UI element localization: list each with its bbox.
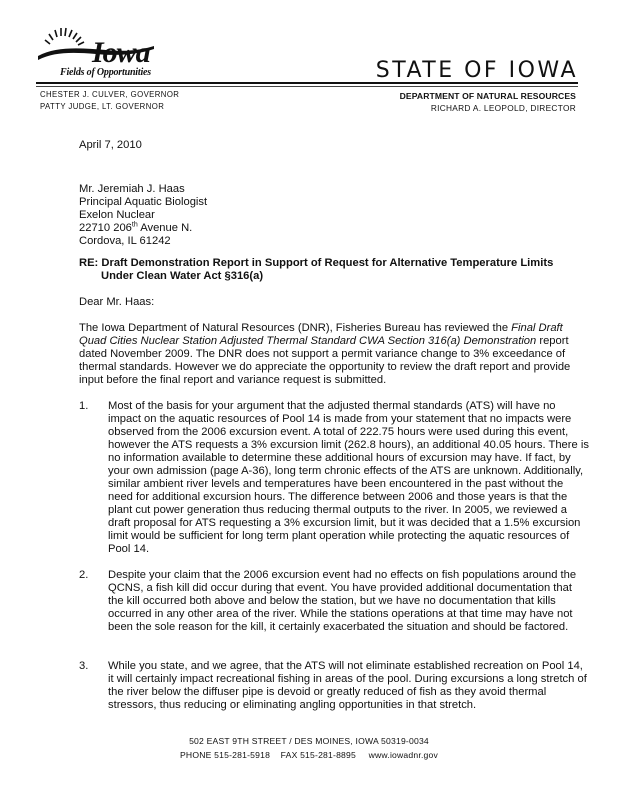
- recipient-address: [79, 183, 207, 248]
- recipient-city: Cordova, IL 61242: [79, 235, 171, 247]
- subject-line: [79, 257, 553, 283]
- salutation: Dear Mr. Haas:: [79, 296, 155, 308]
- point-2: [79, 569, 589, 634]
- intro-paragraph: The Iowa Department of Natural Resources (DNR), Fisheries Bureau has reviewed the Final Draft Quad Cities Nuclear Station Adjusted Thermal Standard CWA Section 316(a) Demonstration report dated November 2009. The DNR does not support a permit variance change to 3% exceedance of thermal standards. However we do appreciate the opportunity to review the draft report and provide input before the final report and variance request is submitted.: [79, 322, 571, 386]
- recipient-title: Principal Aquatic Biologist: [79, 196, 208, 208]
- point-number: 1.: [79, 400, 89, 412]
- footer-address: 502 EAST 9TH STREET / DES MOINES, IOWA 50319-0034: [189, 736, 429, 746]
- report-title: Final Draft Quad Cities Nuclear Station Adjusted Thermal Standard CWA Section 316(a) Demonstration: [79, 322, 563, 347]
- subject-line-2: Under Clean Water Act §316(a): [101, 270, 264, 282]
- point-3: [79, 660, 589, 712]
- recipient-name: Mr. Jeremiah J. Haas: [79, 183, 185, 195]
- point-number: 3.: [79, 660, 89, 672]
- logo-tagline: Fields of Opportunities: [60, 67, 151, 78]
- footer-contact: [0, 750, 618, 760]
- header-rule: [36, 82, 578, 84]
- footer-phone: PHONE 515-281-5918: [179, 750, 271, 760]
- point-text: While you state, and we agree, that the ATS will not eliminate established recreation on Pool 14, it will certainly impact recreational fishing in areas of the pool. During excursions a long stretch of the river below the diffuser pipe is devoid or greatly reduced of fish as they avoid thermal stressors, thus reducing or eliminating angling opportunities in that stretch.: [108, 660, 587, 711]
- department-name: DEPARTMENT OF NATURAL RESOURCES: [399, 91, 576, 101]
- header-rule-thin: [36, 86, 578, 87]
- point-1: [79, 400, 589, 556]
- governor-name: CHESTER J. CULVER, GOVERNOR: [40, 90, 180, 99]
- subject-line-1: Draft Demonstration Report in Support of Request for Alternative Temperature Limits: [101, 257, 554, 269]
- letter-date: April 7, 2010: [79, 139, 142, 151]
- point-text: Most of the basis for your argument that the adjusted thermal standards (ATS) will have no impact on the aquatic resources of Pool 14 is made from your statement that no impacts were observed from the 2006 excursion event. A total of 222.75 hours were used during this event, however the ATS requests a 3% excursion limit (262.8 hours), an additional 40.05 hours. There is no information available to determine these additional hours of excursion may have. If fact, by your own admission (page A-36), long term chronic effects of the ATS are unknown. Additionally, similar ambient river levels and temperatures have been encountered in the past without the need for additional excursion hours. The difference between 2006 and those years is that the plant cut power generation thus reducing thermal outputs to the river. In 2005, we reviewed a draft proposal for ATS requesting a 3% excursion limit, but it was decided that a 1.5% excursion limit would be sufficient for long term plant operation while protecting the aquatic resources of Pool 14.: [108, 400, 589, 555]
- point-number: 2.: [79, 569, 89, 581]
- lt-governor-name: PATTY JUDGE, LT. GOVERNOR: [40, 102, 165, 111]
- sun-rays-icon: [36, 20, 156, 70]
- footer-fax: FAX 515-281-8895: [280, 750, 357, 760]
- point-text: Despite your claim that the 2006 excursion event had no effects on fish populations around the QCNS, a fish kill did occur during that event. You have provided additional documentation that the kill occurred both above and below the station, but we have no documentation that kills occurred in any other area of the river. While the stations operations at that time may have not been the sole reason for the kill, it certainly exacerbated the situation and should be factored.: [108, 569, 577, 633]
- director-name: RICHARD A. LEOPOLD, DIRECTOR: [430, 103, 576, 113]
- subject-prefix: RE:: [79, 257, 99, 269]
- state-title: STATE OF IOWA: [375, 58, 578, 83]
- svg-text:Iowa: Iowa: [92, 36, 150, 69]
- footer-website[interactable]: www.iowadnr.gov: [368, 750, 439, 760]
- recipient-company: Exelon Nuclear: [79, 209, 155, 221]
- recipient-street: 22710 206th Avenue N.: [79, 221, 193, 234]
